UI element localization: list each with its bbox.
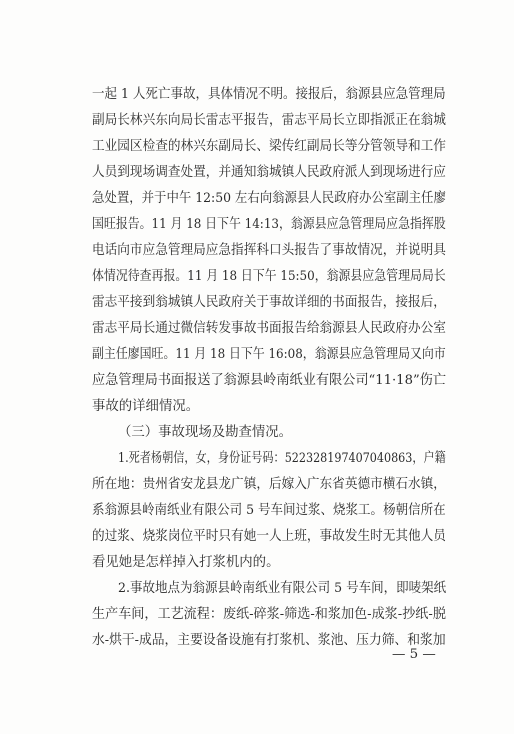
text-line: 国旺报告。11 月 18 日下午 14:13，翁源县应急管理局应急指挥股 xyxy=(92,217,446,232)
text-line: 工业园区检查的林兴东副局长、梁传红副局长等分管领导和工作 xyxy=(92,139,446,154)
text-line: 一起 1 人死亡事故，具体情况不明。接报后，翁源县应急管理局 xyxy=(92,87,446,102)
text-line: 副主任廖国旺。11 月 18 日下午 16:08，翁源县应急管理局又向市 xyxy=(92,347,446,362)
text-line: 所在地：贵州省安龙县龙广镇，后嫁入广东省英德市横石水镇， xyxy=(92,477,446,492)
text-line: 2.事故地点为翁源县岭南纸业有限公司 5 号车间，即唛架纸 xyxy=(118,581,446,596)
text-line: 看见她是怎样掉入打浆机内的。 xyxy=(92,555,280,570)
text-line: 1.死者杨朝信，女，身份证号码：522328197407040863，户籍 xyxy=(118,451,446,466)
section-heading: （三）事故现场及勘查情况。 xyxy=(118,425,293,440)
text-line: 水-烘干-成品，主要设备设施有打浆机、浆池、压力筛、和浆加 xyxy=(92,633,446,648)
text-line: 雷志平接到翁城镇人民政府关于事故详细的书面报告，接报后， xyxy=(92,295,446,310)
text-line: 体情况待查再报。11 月 18 日下午 15:50，翁源县应急管理局局长 xyxy=(92,269,446,284)
text-line: 生产车间，工艺流程：废纸-碎浆-筛选-和浆加色-成浆-抄纸-脱 xyxy=(92,607,446,622)
text-line: 的过浆、烧浆岗位平时只有她一人上班，事故发生时无其他人员 xyxy=(92,529,446,544)
text-line: 人员到现场调查处置，并通知翁城镇人民政府派人到现场进行应 xyxy=(92,165,446,180)
body-text xyxy=(92,82,446,654)
text-line: 电话向市应急管理局应急指挥科口头报告了事故情况，并说明具 xyxy=(92,243,446,258)
text-line: 雷志平局长通过微信转发事故书面报告给翁源县人民政府办公室 xyxy=(92,321,446,336)
text-line: 副局长林兴东向局长雷志平报告，雷志平局长立即指派正在翁城 xyxy=(92,113,446,128)
text-line: 事故的详细情况。 xyxy=(92,399,200,414)
text-line: 应急管理局书面报送了翁源县岭南纸业有限公司“11·18”伤亡 xyxy=(92,373,446,388)
text-line: 系翁源县岭南纸业有限公司 5 号车间过浆、烧浆工。杨朝信所在 xyxy=(92,503,446,518)
page-number: — 5 — xyxy=(392,647,436,662)
text-line: 急处置，并于中午 12:50 左右向翁源县人民政府办公室副主任廖 xyxy=(92,191,446,206)
